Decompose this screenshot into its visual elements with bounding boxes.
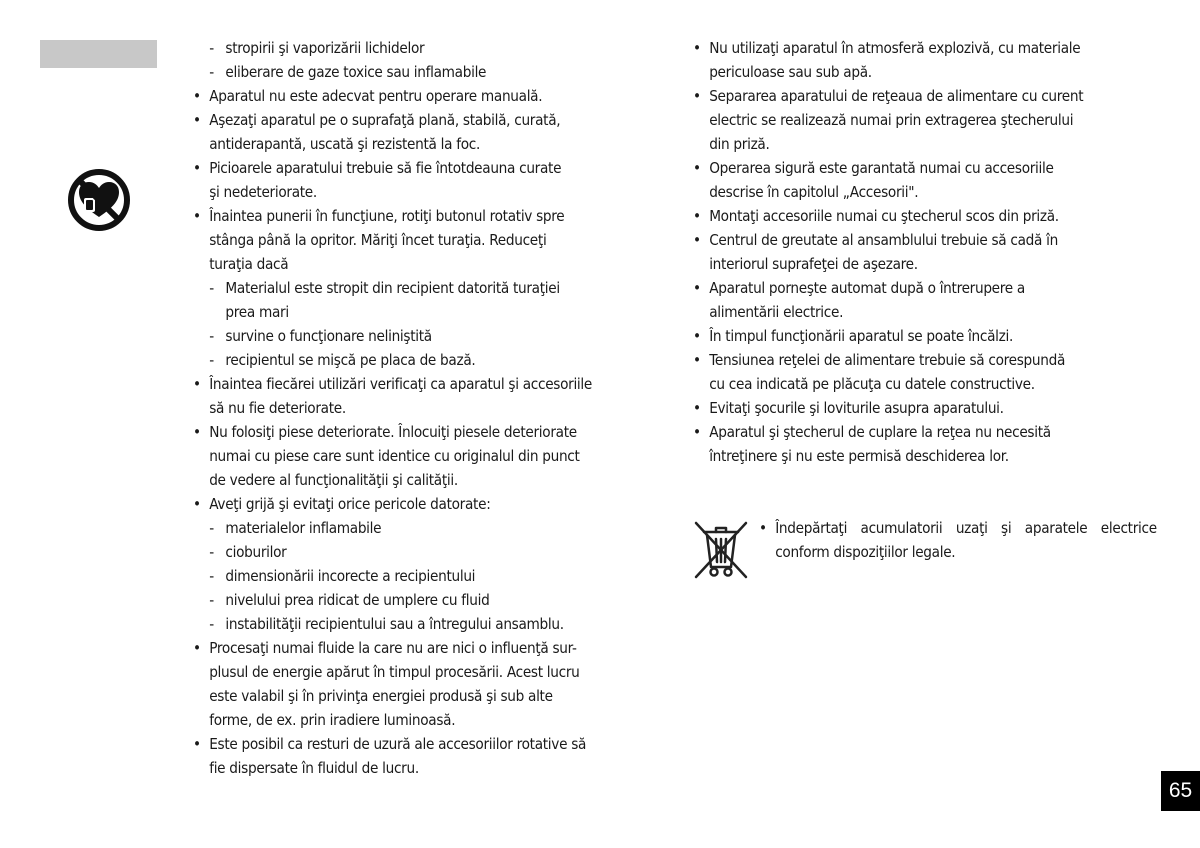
list-item: • Separarea aparatului de reţeaua de alimentare cu curent electric se realizează numai prin extragerea ştecherului din priză. [693, 84, 1150, 156]
list-item: • Aparatul porneşte automat după o întrerupere a alimentării electrice. [693, 276, 1150, 324]
list-item: • Aparatul nu este adecvat pentru operare manuală. [193, 84, 638, 108]
list-item: • Operarea sigură este garantată numai cu accesoriile descrise în capitolul „Accesorii". [693, 156, 1150, 204]
list-item: • Procesaţi numai fluide la care nu are nici o influenţă sur- plusul de energie apărut în timpul procesării. Acest lucru este valabil şi în privinţa energiei produsă şi sub alte forme, de ex. prin iradiere luminoasă. [193, 636, 638, 732]
sub-item: - stropirii şi vaporizării lichidelor [193, 36, 638, 60]
disposal-text: • Îndepărtaţi acumulatorii uzaţi şi aparatele electrice conform dispoziţiilor legale. [759, 516, 1157, 564]
sub-item: - dimensionării incorecte a recipientului [193, 564, 638, 588]
sub-item: - eliberare de gaze toxice sau inflamabile [193, 60, 638, 84]
list-item: • Montaţi accesoriile numai cu ştecherul scos din priză. [693, 204, 1150, 228]
page-number: 65 [1161, 771, 1200, 811]
list-item: • Nu folosiţi piese deteriorate. Înlocuiţi piesele deteriorate numai cu piese care sunt identice cu originalul din punct de vedere al funcţionalităţii şi calităţii. [193, 420, 638, 492]
no-pacemaker-icon [66, 167, 132, 233]
list-item: • Tensiunea reţelei de alimentare trebuie să corespundă cu cea indicată pe plăcuţa cu datele constructive. [693, 348, 1150, 396]
right-column [693, 36, 1150, 468]
crossed-bin-icon [692, 517, 750, 581]
list-item: • Picioarele aparatului trebuie să fie întotdeauna curate şi nedeteriorate. [193, 156, 638, 204]
section-tab [40, 40, 157, 68]
list-item: • Evitaţi şocurile şi loviturile asupra aparatului. [693, 396, 1150, 420]
left-column [193, 36, 638, 780]
list-item: • Centrul de greutate al ansamblului trebuie să cadă în interiorul suprafeţei de aşezare. [693, 228, 1150, 276]
list-item: • Înaintea punerii în funcţiune, rotiţi butonul rotativ spre stânga până la opritor. Măriţi încet turaţia. Reduceţi turaţia dacă [193, 204, 638, 276]
list-item: • Nu utilizaţi aparatul în atmosferă explozivă, cu materiale periculoase sau sub apă. [693, 36, 1150, 84]
list-item: • Aşezaţi aparatul pe o suprafaţă plană, stabilă, curată, antiderapantă, uscată şi rezistentă la foc. [193, 108, 638, 156]
sub-item: - instabilităţii recipientului sau a întregului ansamblu. [193, 612, 638, 636]
sub-item: - nivelului prea ridicat de umplere cu fluid [193, 588, 638, 612]
sub-item: - Materialul este stropit din recipient datorită turaţiei prea mari [193, 276, 638, 324]
sub-item: - cioburilor [193, 540, 638, 564]
sub-item: - materialelor inflamabile [193, 516, 638, 540]
list-item: • Este posibil ca resturi de uzură ale accesoriilor rotative să fie dispersate în fluidul de lucru. [193, 732, 638, 780]
list-item: • Aparatul şi ştecherul de cuplare la reţea nu necesită întreţinere şi nu este permisă deschiderea lor. [693, 420, 1150, 468]
disposal-note [759, 516, 1157, 564]
list-item: • În timpul funcţionării aparatul se poate încălzi. [693, 324, 1150, 348]
sub-item: - recipientul se mişcă pe placa de bază. [193, 348, 638, 372]
list-item: • Aveţi grijă şi evitaţi orice pericole datorate: [193, 492, 638, 516]
sub-item: - survine o funcţionare neliniştită [193, 324, 638, 348]
list-item: • Înaintea fiecărei utilizări verificaţi ca aparatul şi accesoriile să nu fie deteriorate. [193, 372, 638, 420]
